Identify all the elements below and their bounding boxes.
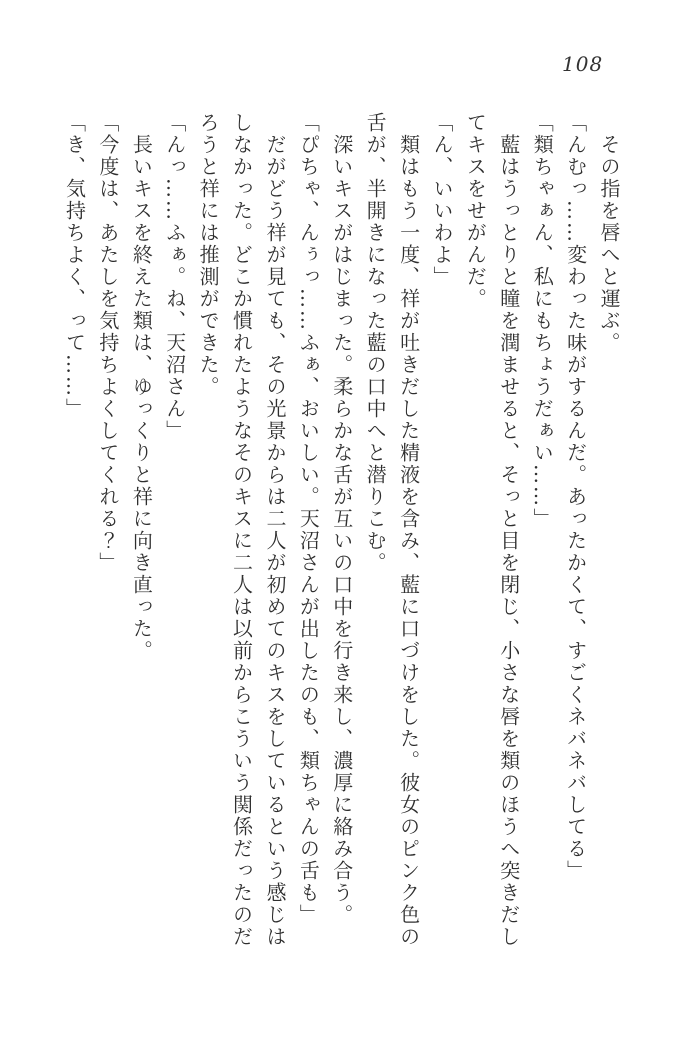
text-column: 「今度は、あたしを気持ちよくしてくれる？」 (95, 112, 120, 574)
text-column: 舌が、半開きになった藍の口中へと潜りこむ。 (363, 112, 388, 574)
text-column: その指を唇へと運ぶ。 (597, 112, 621, 354)
text-column: ろうと祥には推測ができた。 (196, 112, 221, 398)
text-column: 長いキスを終えた類は、ゆっくりと祥に向き直った。 (129, 112, 154, 662)
text-column: 藍はうっとりと瞳を潤ませると、そっと目を閉じ、小さな唇を類のほうへ突きだし (496, 112, 521, 948)
page-number: 108 (562, 52, 604, 76)
text-column: しなかった。どこか慣れたようなそのキスに二人は以前からこういう関係だったのだ (229, 112, 254, 948)
text-column: 類はもう一度、祥が吐きだした精液を含み、藍に口づけをした。彼女のピンク色の (396, 112, 421, 948)
page-text-block (57, 112, 625, 952)
text-column: 「ん、いいわよ」 (429, 112, 454, 288)
text-column: 「ぴちゃ、んぅっ……ふぁ、おいしい。天沼さんが出したのも、類ちゃんの舌も」 (296, 112, 321, 926)
text-column: 「類ちゃぁん、私にもちょうだぁい……」 (530, 112, 555, 530)
text-column: 深いキスがはじまった。柔らかな舌が互いの口中を行き来し、濃厚に絡み合う。 (329, 112, 354, 926)
text-column: だがどう祥が見ても、その光景からは二人が初めてのキスをしているという感じは (262, 112, 287, 948)
text-column: てキスをせがんだ。 (463, 112, 488, 310)
text-column: 「んっ……ふぁ。ね、天沼さん」 (162, 112, 187, 442)
text-column: 「んむっ……変わった味がするんだ。あったかくて、すごくネバネバしてる」 (563, 112, 588, 882)
text-column: 「き、気持ちよく、って……」 (62, 112, 87, 420)
